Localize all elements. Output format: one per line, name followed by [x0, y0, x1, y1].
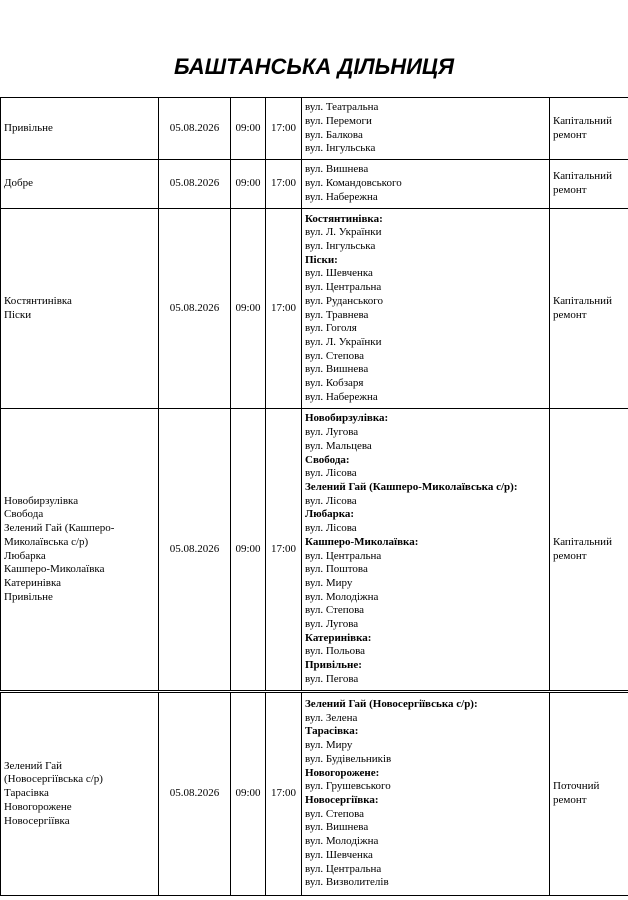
street-name: вул. Степова	[305, 349, 365, 362]
settlement-name: Привільне	[4, 590, 53, 603]
street-name: вул. Лісова	[305, 522, 357, 535]
settlement-name: Піски	[4, 308, 32, 321]
settlement-name: Новогорожене	[4, 800, 72, 813]
date-cell: 05.08.2026	[159, 209, 231, 409]
street-name: вул. Л. Українки	[305, 226, 382, 239]
settlements-cell	[1, 209, 159, 409]
page-title: БАШТАНСЬКА ДІЛЬНИЦЯ	[173, 54, 454, 79]
outage-table-body	[1, 98, 628, 896]
settlement-heading: Привільне:	[305, 659, 362, 672]
date-cell: 05.08.2026	[159, 692, 231, 896]
end-time-cell: 17:00	[266, 692, 302, 896]
settlement-heading: Зелений Гай (Новосергіївська с/р):	[305, 698, 478, 711]
start-time-cell: 09:00	[231, 160, 266, 209]
start-time-cell: 09:00	[231, 209, 266, 409]
street-name: вул. Зелена	[305, 711, 358, 724]
street-name: вул. Польова	[305, 645, 366, 658]
street-name: вул. Шевченка	[305, 267, 373, 280]
street-name: вул. Вишнева	[305, 363, 369, 376]
street-name: вул. Інгульська	[305, 239, 376, 252]
street-name: вул. Степова	[305, 604, 365, 617]
street-name: вул. Інгульська	[305, 142, 376, 155]
settlement-name: Любарка	[4, 549, 46, 562]
repair-type-text: Поточний	[553, 780, 600, 793]
date-cell: 05.08.2026	[159, 98, 231, 160]
settlement-name: Костянтинівка	[4, 294, 72, 307]
repair-type-cell	[550, 160, 628, 209]
end-time-cell: 17:00	[266, 98, 302, 160]
settlements-cell	[1, 98, 159, 160]
street-name: вул. Театральна	[305, 101, 379, 114]
settlement-name: Привільне	[4, 121, 53, 134]
repair-type-text: Капітальний	[553, 170, 612, 183]
outage-table	[0, 97, 628, 896]
settlement-heading: Свобода:	[305, 453, 350, 466]
repair-type-cell	[550, 209, 628, 409]
repair-type-text: ремонт	[553, 794, 587, 806]
street-name: вул. Центральна	[305, 281, 382, 294]
date-cell: 05.08.2026	[159, 409, 231, 692]
street-name: вул. Пегова	[305, 672, 359, 685]
repair-type-text: Капітальний	[553, 114, 612, 127]
repair-type-text: ремонт	[553, 128, 587, 141]
street-name: вул. Л. Українки	[305, 335, 382, 348]
settlement-heading: Катеринівка:	[305, 631, 372, 644]
settlement-heading: Костянтинівка:	[305, 212, 383, 225]
street-name: вул. Лугова	[305, 426, 359, 439]
settlement-heading: Тарасівка:	[305, 725, 359, 738]
settlement-heading: Кашперо-Миколаївка:	[305, 535, 419, 548]
table-row	[1, 692, 628, 896]
repair-type-cell	[550, 409, 628, 692]
street-name: вул. Центральна	[305, 549, 382, 562]
start-time-cell: 09:00	[231, 692, 266, 896]
street-name: вул. Вишнева	[305, 163, 369, 176]
street-name: вул. Руданського	[305, 294, 384, 307]
settlement-heading: Новогорожене:	[305, 766, 380, 779]
settlement-name: Новосергіївка	[4, 814, 70, 827]
streets-cell	[302, 98, 550, 160]
settlement-heading: Піски:	[305, 253, 338, 266]
street-name: вул. Центральна	[305, 862, 382, 875]
street-name: вул. Визволителів	[305, 876, 389, 889]
street-name: вул. Шевченка	[305, 848, 373, 861]
street-name: вул. Степова	[305, 807, 365, 820]
settlement-name: Кашперо-Миколаївка	[4, 563, 105, 576]
street-name: вул. Миру	[305, 576, 353, 589]
end-time-cell: 17:00	[266, 209, 302, 409]
street-name: вул. Лугова	[305, 618, 359, 631]
repair-type-text: Капітальний	[553, 535, 612, 548]
streets-cell	[302, 160, 550, 209]
settlement-heading: Новосергіївка:	[305, 794, 379, 806]
street-name: вул. Будівельників	[305, 752, 392, 765]
start-time-cell: 09:00	[231, 409, 266, 692]
settlement-heading: Любарка:	[305, 508, 355, 521]
settlement-name: Свобода	[4, 508, 44, 521]
end-time-cell: 17:00	[266, 160, 302, 209]
repair-type-text: ремонт	[553, 549, 587, 562]
settlement-name: Тарасівка	[4, 787, 49, 800]
settlements-cell	[1, 409, 159, 692]
settlement-name: Миколаївська с/р)	[4, 535, 89, 548]
settlement-name: (Новосергіївська с/р)	[4, 773, 103, 786]
settlements-cell	[1, 692, 159, 896]
table-row	[1, 160, 628, 209]
street-name: вул. Молодіжна	[305, 835, 379, 848]
street-name: вул. Травнева	[305, 308, 369, 321]
street-name: вул. Вишнева	[305, 821, 369, 834]
repair-type-cell	[550, 692, 628, 896]
streets-cell	[302, 209, 550, 409]
streets-cell	[302, 692, 550, 896]
street-name: вул. Грушевського	[305, 780, 391, 793]
street-name: вул. Кобзаря	[305, 377, 364, 390]
street-name: вул. Молодіжна	[305, 590, 379, 603]
street-name: вул. Набережна	[305, 190, 378, 203]
street-name: вул. Мальцева	[305, 439, 372, 452]
street-name: вул. Перемоги	[305, 114, 372, 127]
settlement-name: Добре	[4, 177, 33, 190]
date-cell: 05.08.2026	[159, 160, 231, 209]
settlement-name: Новобирзулівка	[4, 494, 79, 507]
repair-type-text: Капітальний	[553, 294, 612, 307]
settlement-heading: Новобирзулівка:	[305, 412, 389, 425]
settlement-name: Зелений Гай (Кашперо-	[4, 522, 115, 535]
street-name: вул. Набережна	[305, 390, 378, 403]
end-time-cell: 17:00	[266, 409, 302, 692]
settlements-cell	[1, 160, 159, 209]
street-name: вул. Лісова	[305, 494, 357, 507]
settlement-heading: Зелений Гай (Кашперо-Миколаївська с/р):	[305, 480, 518, 493]
repair-type-text: ремонт	[553, 308, 587, 321]
street-name: вул. Балкова	[305, 128, 363, 141]
repair-type-cell	[550, 98, 628, 160]
streets-cell	[302, 409, 550, 692]
table-row	[1, 98, 628, 160]
street-name: вул. Миру	[305, 739, 353, 752]
repair-type-text: ремонт	[553, 184, 587, 196]
street-name: вул. Лісова	[305, 467, 357, 480]
table-row	[1, 409, 628, 692]
settlement-name: Катеринівка	[4, 576, 62, 589]
street-name: вул. Гоголя	[305, 322, 357, 335]
settlement-name: Зелений Гай	[4, 759, 63, 772]
street-name: вул. Поштова	[305, 563, 368, 576]
street-name: вул. Командовського	[305, 177, 402, 190]
start-time-cell: 09:00	[231, 98, 266, 160]
table-row	[1, 209, 628, 409]
